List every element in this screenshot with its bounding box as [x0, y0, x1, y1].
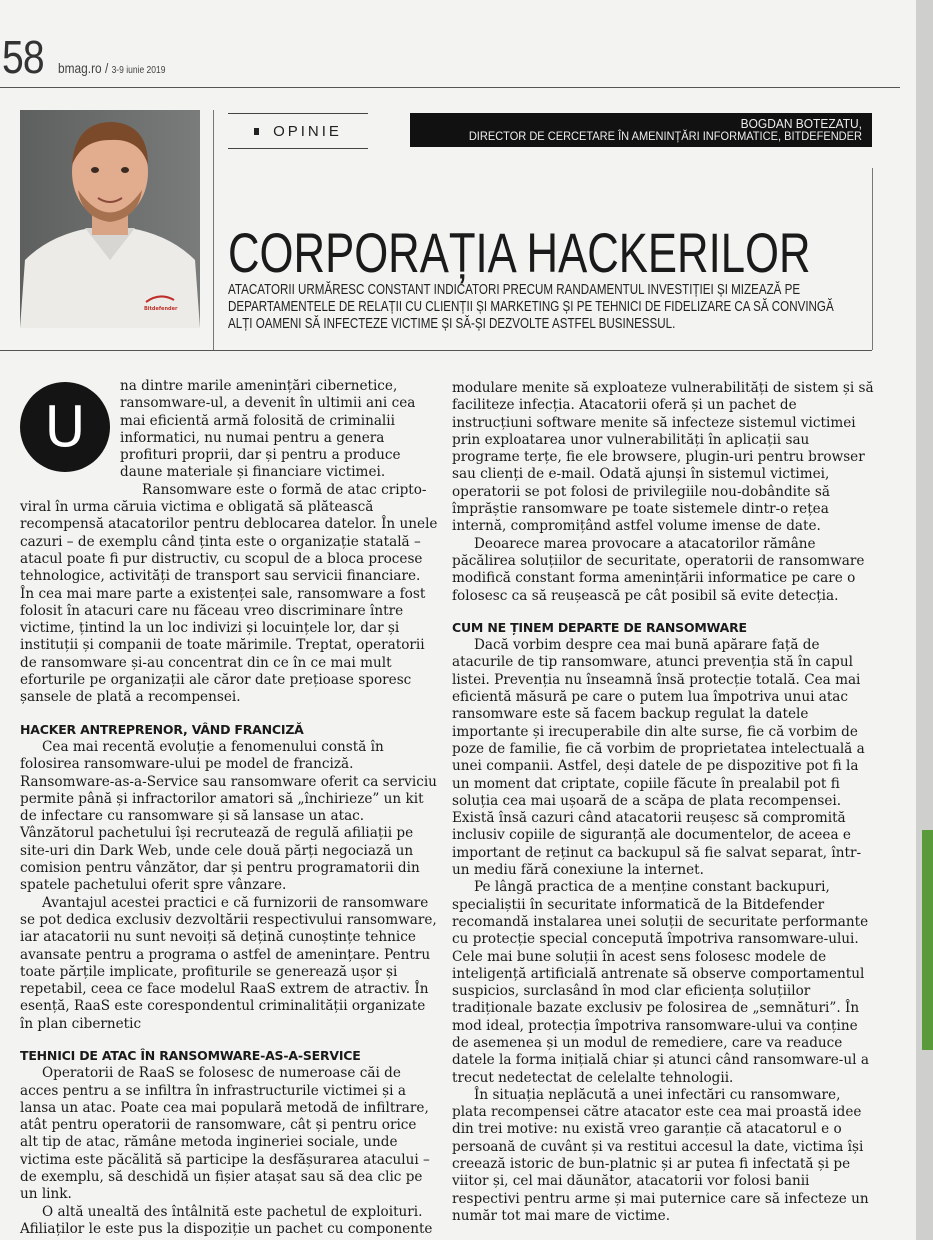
vertical-divider [213, 110, 214, 350]
paragraph: Ransomware este o formă de atac cripto-viral în urma căruia victima e obligată să plătească recompensă atacatorilor pentru deblocarea datelor. În unele cazuri – de exemplu când ținta este o organizație statală – atacul poate fi pur distructiv, cu scopul de a bloca procese tehnologice, activități de transport sau servicii financiare. În cea mai mare parte a existenței sale, ransomware a fost folosit în atacuri care nu făceau vreo discriminare între victime, țintind la un loc indivizi și locuințele lor, dar și instituții și companii de toate mărimile. Treptat, operatorii de ransomware și-au concentrat din ce în ce mai mult eforturile pe organizații ale căror date prețioase sporesc șansele de plată a recompensei. [20, 481, 438, 706]
author-role: DIRECTOR DE CERCETARE ÎN AMENINȚĂRI INFORMATICE, BITDEFENDER [468, 129, 862, 143]
bullet-icon [254, 128, 259, 135]
site-name: bmag.ro [58, 60, 102, 76]
article-title: CORPORAȚIA HACKERILOR [228, 221, 811, 284]
edge-color-tab [922, 830, 933, 1050]
bitdefender-logo: Bitdefender [144, 306, 178, 312]
header-rule [0, 87, 900, 88]
section-label [228, 113, 368, 149]
left-column [20, 378, 438, 1238]
paragraph: În situația neplăcută a unei infectări cu ransomware, plata recompensei către atacator este cea mai proastă idee din trei motive: nu există vreo garanție că atacatorul e o persoană de cuvânt și va restitui accesul la date, victima își creează istoric de bun-platnic și ar putea fi infectată și pe viitor și, cel mai dăunător, atacatorii vor folosi banii respectivi pentru arme și mai puternice care să infecteze un număr tot mai mare de victime. [452, 1086, 869, 1224]
paragraph: Operatorii de RaaS se folosesc de numeroase căi de acces pentru a se infiltra în infrastructurile victimei și a lansa un atac. Poate cea mai populară metodă de infiltrare, atât pentru operatorii de ransomware, cât și pentru orice alt tip de atac, rămâne metoda ingineriei sociale, unde victima este păcălită să participe la desfășurarea atacului – de exemplu, să deschidă un fișier atașat sau să dea clic pe un link. [20, 1065, 430, 1203]
section-heading: HACKER ANTREPRENOR, VÂND FRANCIZĂ [20, 721, 304, 737]
header-bottom-rule [0, 350, 872, 351]
author-byline [410, 113, 872, 147]
page-number: 58 [2, 31, 44, 83]
paragraph: modulare menite să exploateze vulnerabilități de sistem și să faciliteze infecția. Atacatorii oferă și un pachet de instrucțiuni software menite să infecteze sistemul victimei prin exploatarea unor vulnerabilități în aplicații sau programe terțe, fie ele browsere, plugin-uri pentru browser sau clienți de e-mail. Odată ajunși în sistemul victimei, operatorii se pot folosi de privilegiile nou-dobândite să împrăștie ransomware pe toate sistemele dintr-o rețea internă, compromițând astfel volume imense de date. [452, 380, 874, 535]
article-lead: ATACATORII URMĂRESC CONSTANT INDICATORI PRECUM RANDAMENTUL INVESTIȚIEI ȘI MIZEAZĂ PE DEPARTAMENTELE DE RELAȚII CU CLIENȚII ȘI MARKETING ȘI PE TEHNICI DE FIDELIZARE CA SĂ CONVINGĂ ALȚI OAMENI SĂ INFECTEZE VICTIME ȘI SĂ-ȘI DEZVOLTE ASTFEL BUSINESSUL. [228, 282, 834, 332]
paragraph: Dacă vorbim despre cea mai bună apărare față de atacurile de tip ransomware, atunci prevenția stă în capul listei. Prevenția nu înseamnă însă protecție totală. Cea mai eficientă măsură pe care o putem lua împotriva unui atac ransomware este să facem backup regulat la datele importante și irecuperabile din alte surse, fie că vorbim de poze de familie, fie că vorbim de proprietatea intelectuală a unei companii. Astfel, deși datele de pe dispozitive pot fi la un moment dat criptate, copiile făcute în prealabil pot fi soluția cea mai ușoară de a scăpa de plata recompensei. Există însă cazuri când atacatorii reușesc să compromită inclusiv copiile de siguranță ale documentelor, de aceea e important de reținut ca backupul să fie salvat separat, într-un mediu fără conexiune la internet. [452, 637, 865, 879]
paragraph: Pe lângă practica de a menține constant backupuri, specialiștii în securitate informatică de la Bitdefender recomandă instalarea unei soluții de securitate performante cu protecție special concepută împotriva ransomware-ului. Cele mai bune soluții în acest sens folosesc modele de inteligență artificială antrenate să observe comportamentul suspicios, surclasând în mod clar eficiența soluțiilor tradiționale bazate exclusiv pe folosirea de „semnături”. În mod ideal, protecția împotriva ransomware-ului va conține de asemenea și un modul de remediere, care va readuce datele la forma inițială chiar și atunci când ransomware-ul a trecut nedetectat de celelalte tehnologii. [452, 879, 869, 1086]
masthead [58, 60, 165, 76]
page-edge [916, 0, 933, 1240]
paragraph: na dintre marile amenințări cibernetice, ransomware-ul, a devenit în ultimii ani cea mai eficientă armă folosită de criminalii informatici, nu numai pentru a genera profituri proprii, dar și pentru a produce daune materiale și financiare victimei. [120, 378, 416, 481]
paragraph: Cea mai recentă evoluție a fenomenului constă în folosirea ransomware-ului pe model de franciză. Ransomware-as-a-Service sau ransomware oferit ca serviciu permite până și infractorilor amatori să „închirieze” un kit de infectare cu ransomware și să lansase un atac. Vânzătorul pachetului își recrutează de regulă afiliații pe site-uri din Dark Web, unde cele două părți negociază un comision pentru vânzător, dar și pentru programatorii din spatele pachetului oferit spre vânzare. [20, 738, 437, 894]
paragraph: Avantajul acestei practici e că furnizorii de ransomware se pot dedica exclusiv dezvoltării respectivului ransomware, iar atacatorii nu sunt nevoiți să dețină cunoștințe tehnice avansate pentru a programa o astfel de amenințare. Pentru toate părțile implicate, profiturile se generează ușor și repetabil, ceea ce face modelul RaaS extrem de atractiv. În esență, RaaS este corespondentul criminalității organizate în plan cibernetic [20, 894, 437, 1032]
drop-cap-space [20, 378, 120, 482]
right-column [452, 380, 877, 1225]
separator: / [104, 60, 109, 76]
section-heading: TEHNICI DE ATAC ÎN RANSOMWARE-AS-A-SERVICE [20, 1047, 361, 1063]
section-label-text: OPINIE [273, 122, 342, 140]
right-divider [872, 168, 873, 350]
author-name: BOGDAN BOTEZATU, [740, 116, 862, 131]
drop-cap: U [20, 382, 110, 472]
paragraph: Deoarece marea provocare a atacatorilor rămâne păcălirea soluțiilor de securitate, operatorii de ransomware modifică constant forma amenințării informatice pe care o folosesc ca să reușească pe cât posibil să evite detecția. [452, 535, 865, 604]
issue-date: 3-9 iunie 2019 [111, 65, 166, 76]
section-heading: CUM NE ȚINEM DEPARTE DE RANSOMWARE [452, 619, 747, 635]
author-photo [20, 110, 200, 328]
paragraph: O altă unealtă des întâlnită este pachetul de exploituri. Afiliaților le este pus la dispoziție un pachet cu componente [20, 1203, 433, 1237]
